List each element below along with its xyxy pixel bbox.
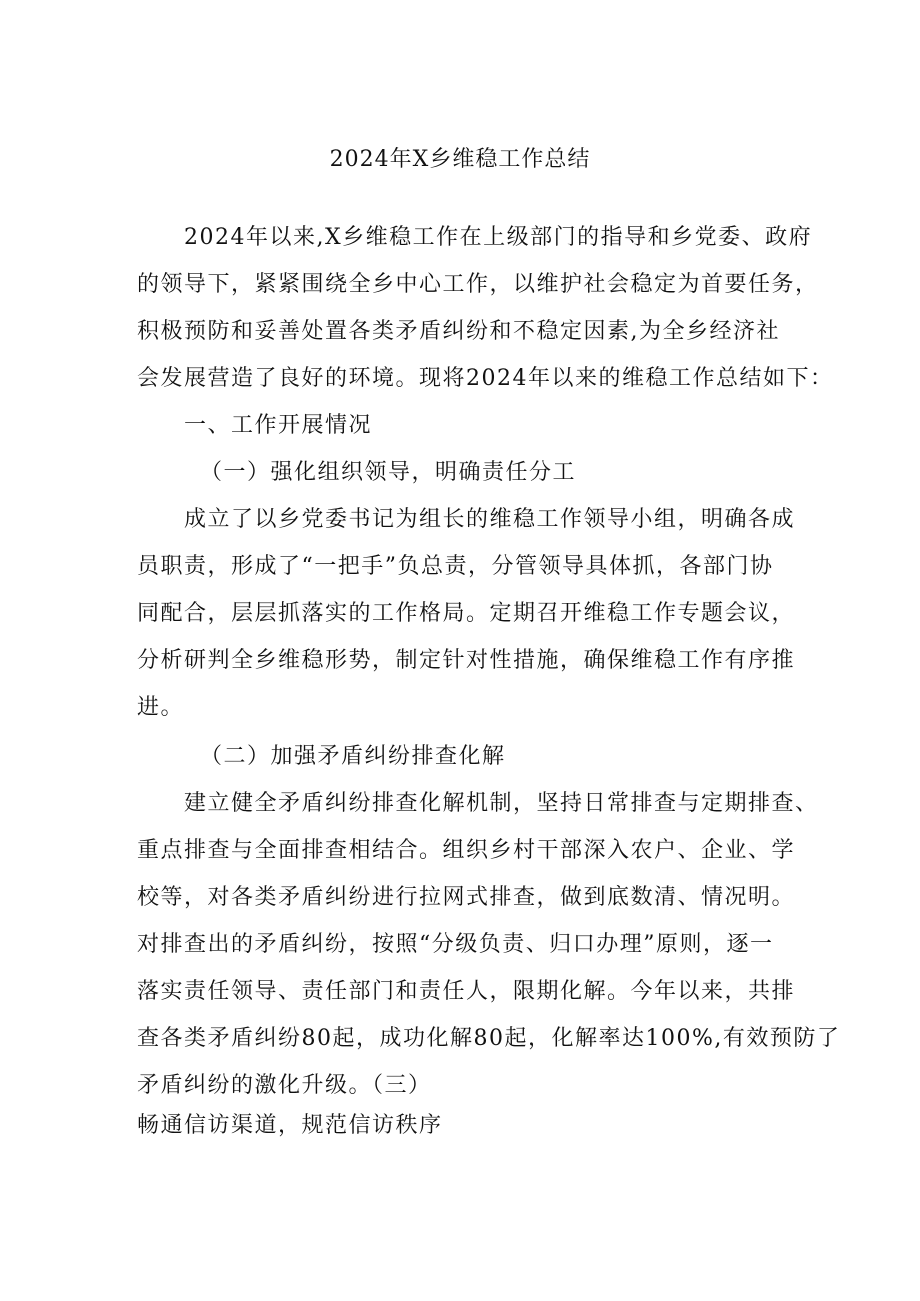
paragraph-line: 会发展营造了良好的环境。现将2024年以来的维稳工作总结如下： [137, 366, 834, 391]
subsection-heading: （二）加强矛盾纠纷排查化解 [200, 744, 506, 769]
section-heading: 一、工作开展情况 [184, 413, 373, 438]
paragraph-line: 落实责任领导、责任部门和责任人，限期化解。今年以来，共排 [137, 979, 796, 1004]
paragraph-line: 对排查出的矛盾纠纷，按照“分级负责、归口办理”原则，逐一 [137, 932, 774, 957]
document-title: 2024年X乡维稳工作总结 [329, 147, 591, 172]
paragraph-line: 分析研判全乡维稳形势，制定针对性措施，确保维稳工作有序推 [137, 648, 796, 673]
paragraph-line: 矛盾纠纷的激化升级。（三） [137, 1073, 432, 1098]
paragraph-line: 进。 [137, 695, 185, 720]
paragraph-line: 积极预防和妥善处置各类矛盾纠纷和不稳定因素,为全乡经济社 [137, 319, 780, 344]
paragraph-line: 校等，对各类矛盾纠纷进行拉网式排查，做到底数清、情况明。 [137, 885, 796, 910]
subsection-heading: （一）强化组织领导，明确责任分工 [200, 460, 577, 485]
paragraph-line: 的领导下，紧紧围绕全乡中心工作，以维护社会稳定为首要任务， [137, 272, 819, 297]
paragraph-line: 查各类矛盾纠纷80起，成功化解80起，化解率达100%,有效预防了 [137, 1026, 841, 1051]
paragraph-line: 员职责，形成了“一把手”负总责，分管领导具体抓，各部门协 [137, 554, 774, 579]
paragraph-line: 2024年以来,X乡维稳工作在上级部门的指导和乡党委、政府 [184, 225, 813, 250]
paragraph-line: 同配合，层层抓落实的工作格局。定期召开维稳工作专题会议， [137, 601, 796, 626]
paragraph-line: 建立健全矛盾纠纷排查化解机制，坚持日常排查与定期排查、 [184, 791, 819, 816]
paragraph-line: 成立了以乡党委书记为组长的维稳工作领导小组，明确各成 [184, 507, 796, 532]
subsection-heading: 畅通信访渠道，规范信访秩序 [137, 1113, 443, 1138]
paragraph-line: 重点排查与全面排查相结合。组织乡村干部深入农户、企业、学 [137, 838, 796, 863]
